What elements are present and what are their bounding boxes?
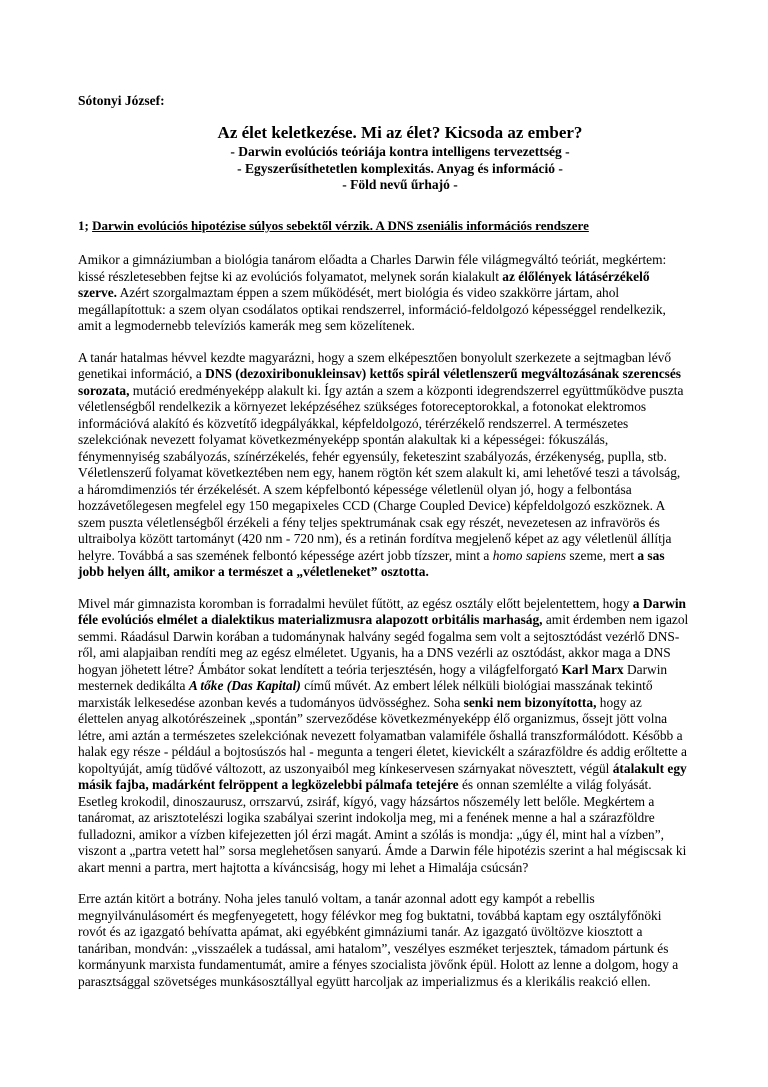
text-line: másik fajba, madárként felröppent a legközelebbi pálmafa tetejére és onnan szemlélte a világ folyását. [78, 777, 652, 792]
text-line: marxisták lelkesedése azonban kevés a tudományos üdvösséghez. Soha senki nem bizonyította, hogy az [78, 694, 642, 710]
text-line: hozzávetőlegesen megfelel egy 150 megapixeles CCD (Charge Coupled Device) képfeldolgozó eszköznek. A [78, 498, 666, 513]
subtitle-1: - Darwin evolúciós teóriája kontra intelligens tervezettség - [230, 144, 570, 159]
text-line: viszont a „partra vetett hal” sorsa meglehetősen sanyarú. Ámde a Darwin féle hipotézis szerint a hal mégiscsak ki [78, 843, 687, 858]
text-line: helyre. Továbbá a sas szemének felbontó képessége azért jobb tízszer, mint a homo sapiens szeme, mert a sas [78, 547, 665, 563]
text-line: Amikor a gimnáziumban a biológia tanárom előadta a Charles Darwin féle világmegváltó teóriát, megkértem: [78, 252, 667, 267]
text-line: sorozata, mutáció eredményeképp alakult ki. Így aztán a szem a központi idegrendszerrel együttműködve puszta [78, 382, 684, 398]
author-name: Sótonyi József: [78, 93, 165, 108]
text-line: hogyan jöhetett létre? Ámbátor sokat lendített a teória terjesztésén, hogy a világfelforgató Karl Marx Darwin [78, 661, 668, 677]
section-heading [78, 218, 589, 234]
paragraph-4 [78, 891, 718, 990]
text-line: Erre aztán kitört a botrány. Noha jeles tanuló voltam, a tanár azonnal adott egy kampót a rebellis [78, 891, 595, 906]
section-title: Darwin evolúciós hipotézise súlyos sebektől vérzik. A DNS zseniális információs rendszere [92, 218, 589, 233]
main-title: Az élet keletkezése. Mi az élet? Kicsoda az ember? [217, 123, 583, 142]
text-line: kopoltyúját, amíg tüdővé változott, az uszonyaiból meg kínkeservesen szárnyakat növesztett, végül átalakult egy [78, 760, 687, 776]
text-line: mesternek dedikálta A tőke (Das Kapital) című művét. Az embert lélek nélküli biológiai masszának tekintő [78, 678, 653, 693]
paragraph-1 [78, 252, 718, 335]
text-line: ről, ami alapjaiban rendíti meg az egész elméletet. Ugyanis, ha a DNS vezérli az osztódást, akkor maga a DNS [78, 645, 671, 660]
text-line: halak egy része - például a bojtosúszós hal - megunta a tengeri életet, kievickélt a szárazföldre és addig erőltette a [78, 744, 688, 759]
text-line: kormányunk marxista fundamentumát, amire a fényes szocialista jövőnk épül. Holott az lenne a dolgom, hogy a [78, 957, 679, 972]
text-line: tanáriban, mondván: „visszaélek a tudással, ami hatalom”, veszélyes eszméket terjesztek, támadom pártunk és [78, 940, 669, 956]
text-line: Esetleg krokodil, dinoszaurusz, orrszarvú, zsiráf, kígyó, vagy házsártos nőszemély lett belőle. Megkértem a [78, 793, 655, 809]
text-line: létre, ami aztán a természetes szelekciónak nevezett folyamatban valamiféle őshallá transzformálódott. Később a [78, 727, 683, 743]
text-line: akart menni a partra, mert hajtotta a kíváncsiság, hogy mi lehet a Himalája csúcsán? [78, 859, 529, 875]
subtitle-2: - Egyszerűsíthetetlen komplexitás. Anyag és információ - [237, 160, 563, 176]
text-line: Véletlenszerű folyamat következtében nem egy, hanem rögtön két szem alakult ki, ami lehetővé teszi a távolság, [78, 465, 681, 480]
text-line: parasztsággal szövetséges munkásosztállyal együtt harcoljak az imperializmus és a klerikális reakció ellen. [78, 973, 651, 989]
subtitle-3: - Föld nevű űrhajó - [342, 177, 458, 192]
text-line: A tanár hatalmas hévvel kezdte magyarázni, hogy a szem elképesztően bonyolult szerkezete a sejtmagban lévő [78, 349, 672, 365]
text-line: ultraibolya között tartományt (420 nm - 720 nm), és a retinán fordítva megjelenő képet az agy véletlenül állítja [78, 531, 672, 546]
text-line: Mivel már gimnazista koromban is forradalmi hevület fűtött, az egész osztály előtt bejelentettem, hogy a Darwin [78, 595, 686, 611]
title-block [200, 122, 600, 194]
text-line: rovót és az igazgató behívatta apámat, aki egyébként gimnáziumi tanár. Az igazgató üvöltözve kiosztott a [78, 924, 643, 939]
text-line: féle evolúciós elmélet a dialektikus materializmusra alapozott orbitális marhaság, amit érdemben nem igazol [78, 612, 689, 627]
body-text [78, 252, 718, 1005]
text-line: kissé részletesebben fejtse ki az evolúciós folyamatot, melynek során kialakult az élőlények látásérzékelő [78, 268, 650, 284]
text-line: amit a legmodernebb televíziós kamerák meg sem közelítenek. [78, 318, 415, 333]
text-line: véletlenségből rendelkezik a környezet leképzéséhez szükséges fotoreceptorokkal, a fotonokat elektromos [78, 399, 647, 414]
text-line: szerve. Azért szorgalmaztam éppen a szem működését, mert biológia és video szakkörre jártam, ahol [78, 285, 620, 300]
text-line: szelekciónak nevezett folyamat következményeképp spontán alakultak ki a képességei: fókuszálás, [78, 432, 609, 447]
paragraph-3 [78, 596, 718, 877]
paragraph-2 [78, 350, 718, 581]
text-line: genetikai információ, a DNS (dezoxiribonukleinsav) kettős spirál véletlenszerű megváltozásának szerencsés [78, 366, 681, 381]
text-line: megnyilvánulásomért és megfenyegetett, hogy félévkor meg fog buktatni, továbbá kaptam egy osztályfőnöki [78, 907, 662, 923]
text-line: élettelen anyag alkotórészeinek „spontán” szerveződése következményeképp élő organizmus, őssejt jött volna [78, 711, 668, 726]
text-line: fénymennyiség szabályozás, színérzékelés, fehér egyensúly, feketeszint szabályozás, érzékenység, puplla, stb. [78, 448, 667, 464]
text-line: információvá alakító és közvetítő idegpályákkal, képfeldolgozó, térérzékelő rendszerrel. A természetes [78, 415, 629, 431]
text-line: a háromdimenziós tér érzékelését. A szem képfelbontó képessége véletlenül olyan jó, hogy a felbontása [78, 481, 632, 497]
text-line: tanáromat, az arisztotelészi logika szabályai szerint indokolja meg, mi a fenének menne a hal a szárazföldre [78, 810, 655, 825]
text-line: fulladozni, amikor a vízben kifejezetten jól érzi magát. Amint a szólás is mondja: „úgy él, mint hal a vízben”, [78, 826, 665, 842]
text-line: szem puszta véletlenségből érzékeli a fény teljes spektrumának csak egy részét, nevezetesen az infravörös és [78, 514, 660, 530]
section-number: 1; [78, 218, 89, 233]
text-line: semmi. Ráadásul Darwin korában a tudománynak halvány segéd fogalma sem volt a sejtosztódást vezérlő DNS- [78, 628, 680, 644]
text-line: megállapítottuk: a szem olyan csodálatos optikai rendszerrel, információ-feldolgozó képességgel rendelkezik, [78, 301, 666, 317]
text-line: jobb helyen állt, amikor a természet a „véletleneket” osztotta. [78, 564, 429, 579]
